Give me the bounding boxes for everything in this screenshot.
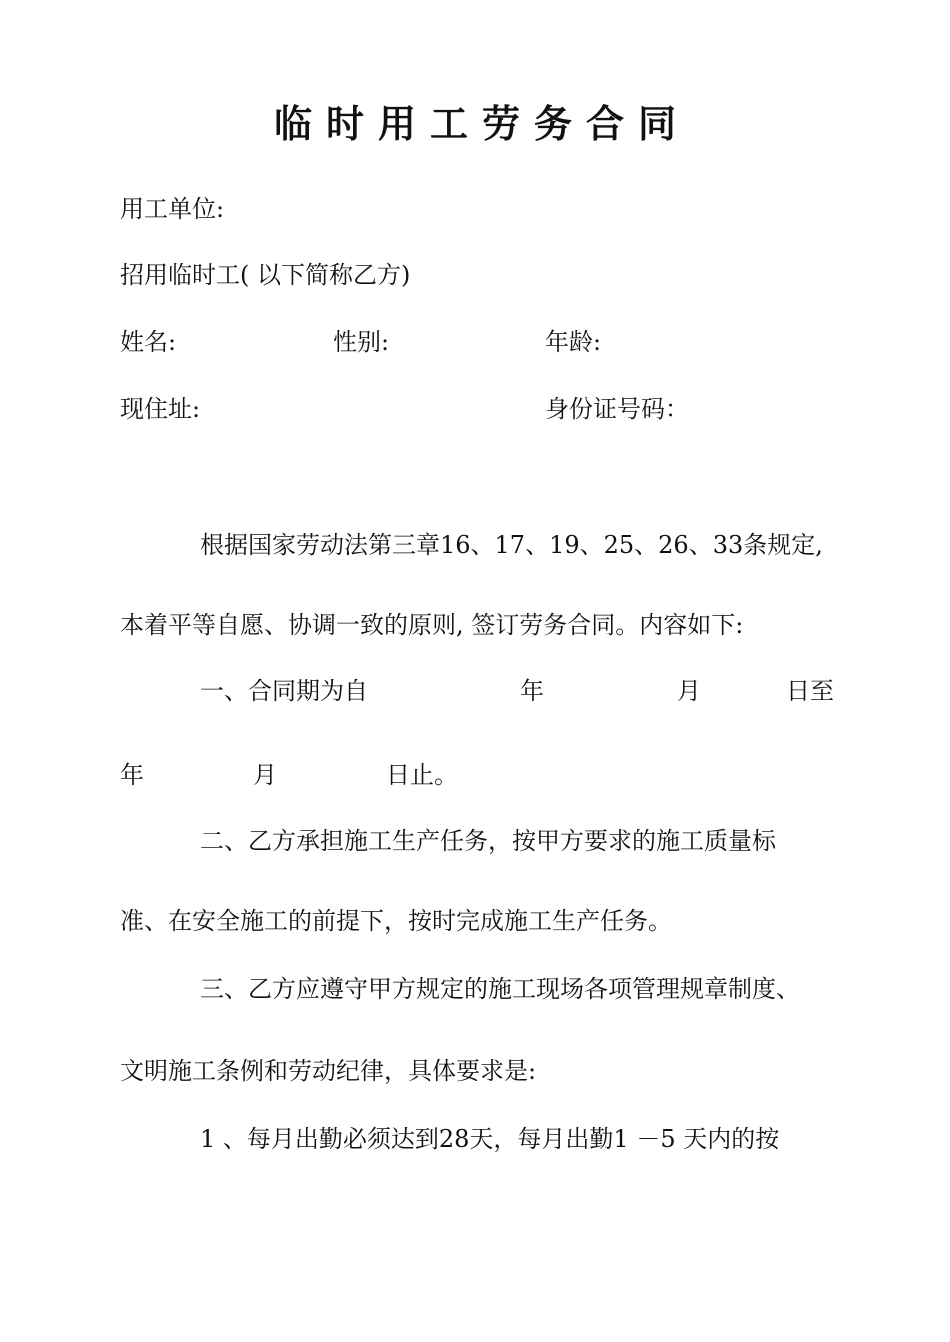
basis-paragraph-line-2: 本着平等自愿、协调一致的原则, 签订劳务合同。内容如下: [120, 611, 744, 639]
gender-label: 性别: [333, 328, 390, 356]
item-1-line-1: 1 、每月出勤必须达到28天，每月出勤1 －5 天内的按 [200, 1125, 780, 1153]
clause-2-line-1: 二、乙方承担施工生产任务，按甲方要求的施工质量标 [200, 827, 776, 855]
worker-intro: 招用临时工( 以下简称乙方) [120, 261, 411, 289]
clause-3-line-2: 文明施工条例和劳动纪律，具体要求是: [120, 1057, 537, 1085]
id-number-label: 身份证号码： [545, 395, 689, 423]
clause-1-day-end: 日止。 [386, 761, 458, 789]
clause-1-month-2: 月 [253, 761, 277, 789]
clause-3-line-1: 三、乙方应遵守甲方规定的施工现场各项管理规章制度、 [200, 975, 800, 1003]
age-label: 年龄: [545, 328, 602, 356]
address-label: 现住址: [120, 395, 201, 423]
name-label: 姓名: [120, 328, 177, 356]
clause-1-month: 月 [677, 677, 701, 705]
employer-label: 用工单位: [120, 195, 225, 223]
clause-1-lead: 一、合同期为自 [200, 677, 368, 705]
document-title: 临时用工劳务合同 [273, 102, 690, 146]
clause-1-day-to: 日至 [786, 677, 834, 705]
clause-1-year: 年 [520, 677, 544, 705]
basis-paragraph-line-1: 根据国家劳动法第三章16、17、19、25、26、33条规定, [200, 531, 823, 559]
clause-2-line-2: 准、在安全施工的前提下，按时完成施工生产任务。 [120, 907, 672, 935]
clause-1-year-2: 年 [120, 761, 144, 789]
